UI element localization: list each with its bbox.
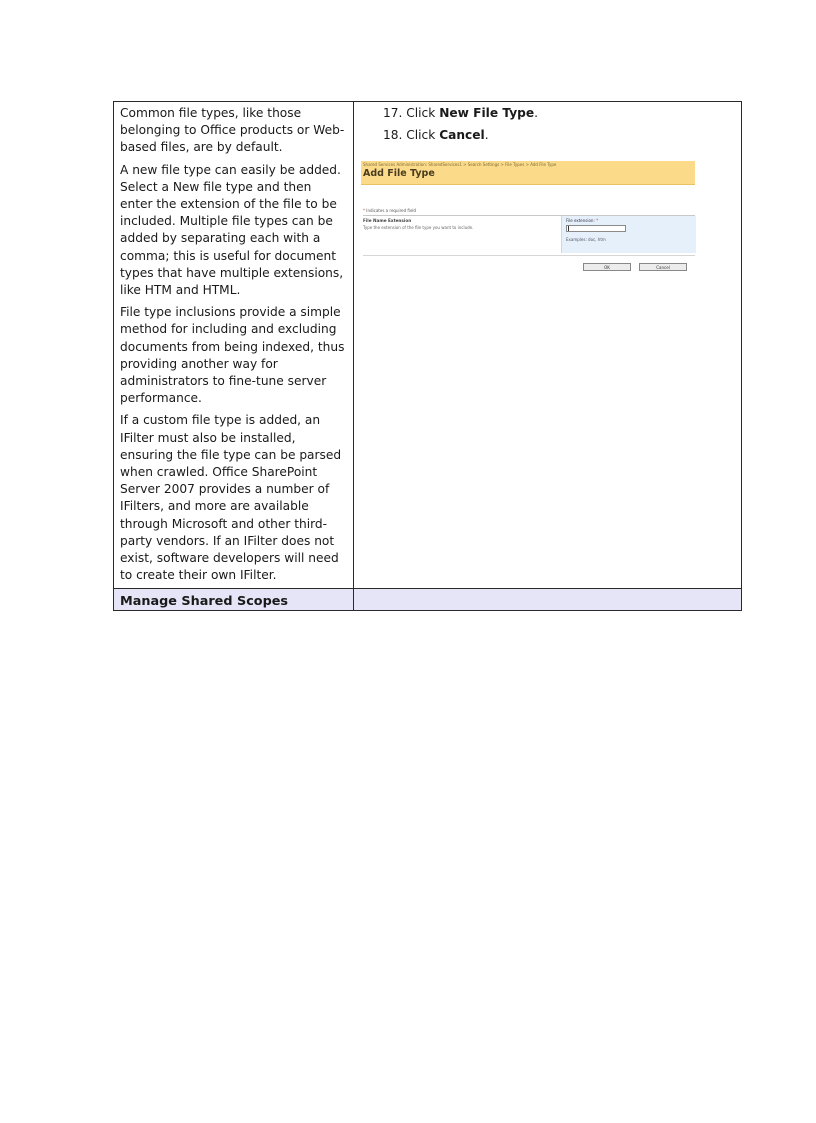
paragraph-default-types: Common file types, like those belonging to Office products or Web-based files, are by default. bbox=[120, 106, 345, 155]
paragraph-ifilter: If a custom file type is added, an IFilter must also be installed, ensuring the file type can be parsed when crawled. Office SharePoint Server 2007 provides a number of IFilters, and more are available through Microsoft and other third-party vendors. If an IFilter does not exist, software developers will need to create their own IFilter. bbox=[120, 413, 342, 583]
field-label-text: File extension: bbox=[566, 218, 595, 223]
step-item bbox=[383, 105, 735, 122]
add-file-type-screenshot bbox=[361, 161, 697, 277]
instructions-cell bbox=[354, 102, 741, 588]
required-note bbox=[363, 208, 416, 213]
section-description: Type the extension of the file type you want to include. bbox=[363, 225, 474, 230]
field-label bbox=[566, 218, 598, 223]
paragraph-inclusions: File type inclusions provide a simple method for including and excluding documents from being indexed, thus providing another way for administrators to fine-tune server performance. bbox=[120, 305, 345, 406]
step-number: 18. bbox=[383, 128, 403, 142]
section-title: File Name Extension bbox=[363, 218, 412, 223]
step-prefix: Click bbox=[406, 106, 436, 120]
step-target: New File Type bbox=[439, 106, 535, 120]
field-panel bbox=[561, 216, 696, 253]
screenshot-bottom-rule bbox=[363, 255, 695, 256]
document-table bbox=[113, 101, 742, 611]
step-suffix: . bbox=[534, 106, 539, 120]
step-suffix: . bbox=[484, 128, 489, 142]
required-star-icon: * bbox=[596, 218, 599, 223]
step-target: Cancel bbox=[439, 128, 485, 142]
screenshot-breadcrumb: Shared Services Administration: SharedServices1 > Search Settings > File Types > Add File Type bbox=[363, 162, 557, 167]
screenshot-header bbox=[361, 161, 695, 185]
required-note-text: Indicates a required field bbox=[366, 208, 417, 213]
content-row bbox=[114, 102, 741, 588]
section-heading-cell bbox=[114, 589, 354, 610]
field-examples: Examples: doc, htm bbox=[566, 237, 606, 242]
step-number: 17. bbox=[383, 106, 403, 120]
explanation-cell bbox=[114, 102, 354, 588]
steps-list bbox=[360, 105, 735, 144]
file-extension-input[interactable] bbox=[566, 225, 626, 232]
section-heading-row bbox=[114, 588, 741, 610]
paragraph-new-file-type: A new file type can easily be added. Select a New file type and then enter the extension of the file to be included. Multiple file types can be added by separating each with a comma; this is useful for document types that have multiple extensions, like HTM and HTML. bbox=[120, 162, 344, 298]
ok-button[interactable]: OK bbox=[583, 263, 631, 271]
screenshot-title: Add File Type bbox=[363, 168, 435, 179]
cancel-button[interactable]: Cancel bbox=[639, 263, 687, 271]
section-heading-empty-cell bbox=[354, 589, 741, 610]
text-caret bbox=[568, 226, 569, 231]
section-heading: Manage Shared Scopes bbox=[120, 594, 289, 610]
step-item bbox=[383, 127, 735, 144]
step-prefix: Click bbox=[406, 128, 436, 142]
required-star-icon: * bbox=[363, 208, 365, 213]
